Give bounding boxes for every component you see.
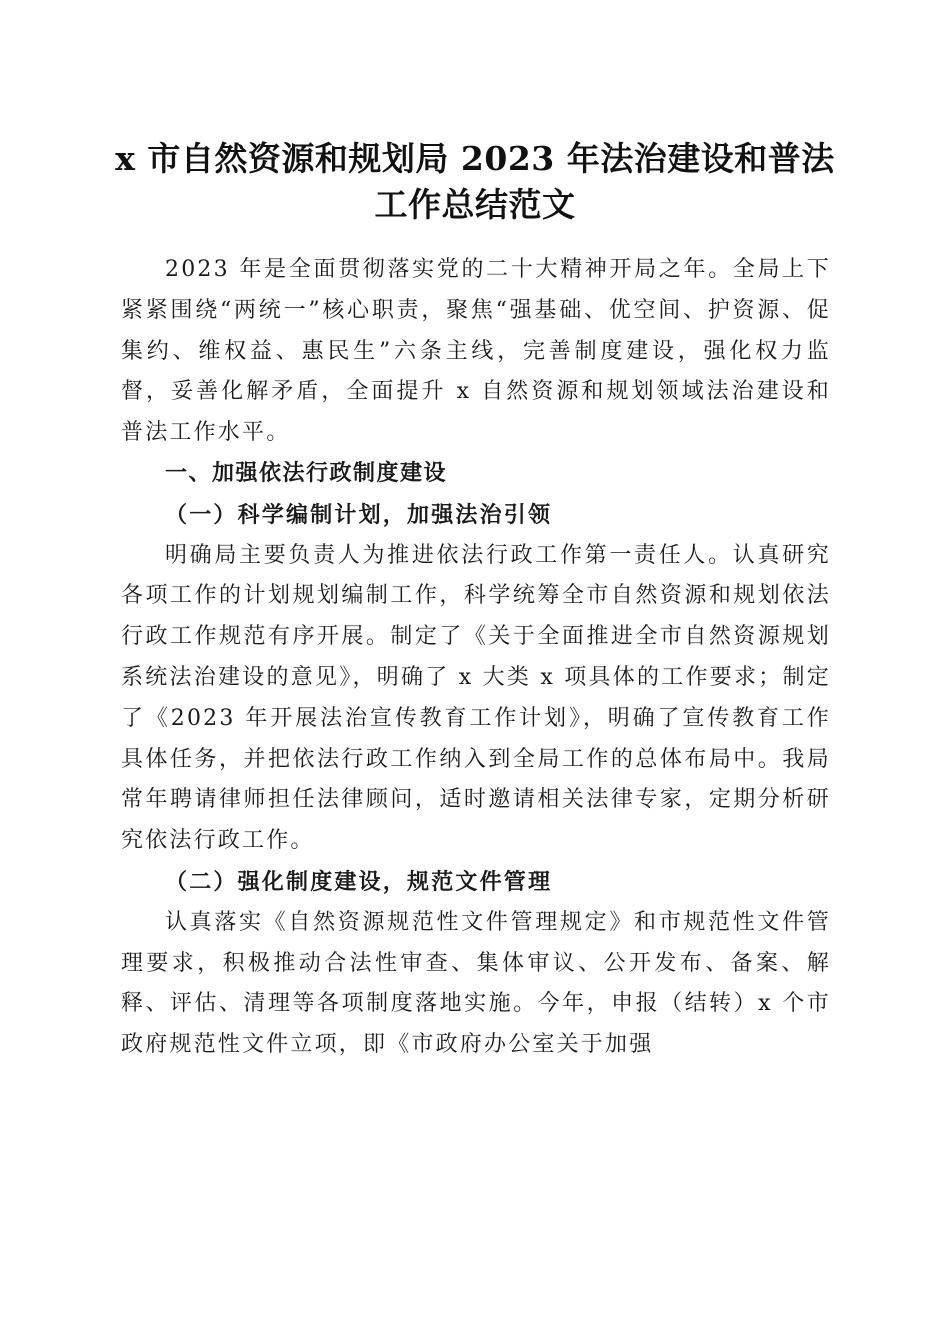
title-line-2: 工作总结范文 — [374, 185, 576, 224]
subsection-heading: （二）强化制度建设，规范文件管理 — [165, 868, 553, 895]
document-body — [121, 250, 831, 1066]
intro-paragraph: 2023 年是全面贯彻落实党的二十大精神开局之年。全局上下紧紧围绕“两统一”核心职责，聚焦“强基础、优空间、护资源、促集约、维权益、惠民生”六条主线，完善制度建设，强化权力监督，妥善化解矛盾，全面提升 x 自然资源和规划领域法治建设和普法工作水平。 — [121, 257, 831, 446]
document-title — [100, 136, 850, 228]
body-paragraph: 明确局主要负责人为推进依法行政工作第一责任人。认真研究各项工作的计划规划编制工作，科学统筹全市自然资源和规划依法行政工作规范有序开展。制定了《关于全面推进全市自然资源规划系统法治建设的意见》，明确了 x 大类 x 项具体的工作要求；制定了《2023 年开展法治宣传教育工作计划》，明确了宣传教育工作具体任务，并把依法行政工作纳入到全局工作的总体布局中。我局常年聘请律师担任法律顾问，适时邀请相关法律专家，定期分析研究依法行政工作。 — [121, 542, 831, 854]
title-line-1: x 市自然资源和规划局 2023 年法治建设和普法 — [115, 139, 835, 178]
body-paragraph: 认真落实《自然资源规范性文件管理规定》和市规范性文件管理要求，积极推动合法性审查、集体审议、公开发布、备案、解释、评估、清理等各项制度落地实施。今年，申报（结转）x 个市政府规范性文件立项，即《市政府办公室关于加强 — [121, 909, 831, 1058]
subsection-heading: （一）科学编制计划，加强法治引领 — [165, 501, 553, 528]
section-heading: 一、加强依法行政制度建设 — [165, 460, 448, 486]
